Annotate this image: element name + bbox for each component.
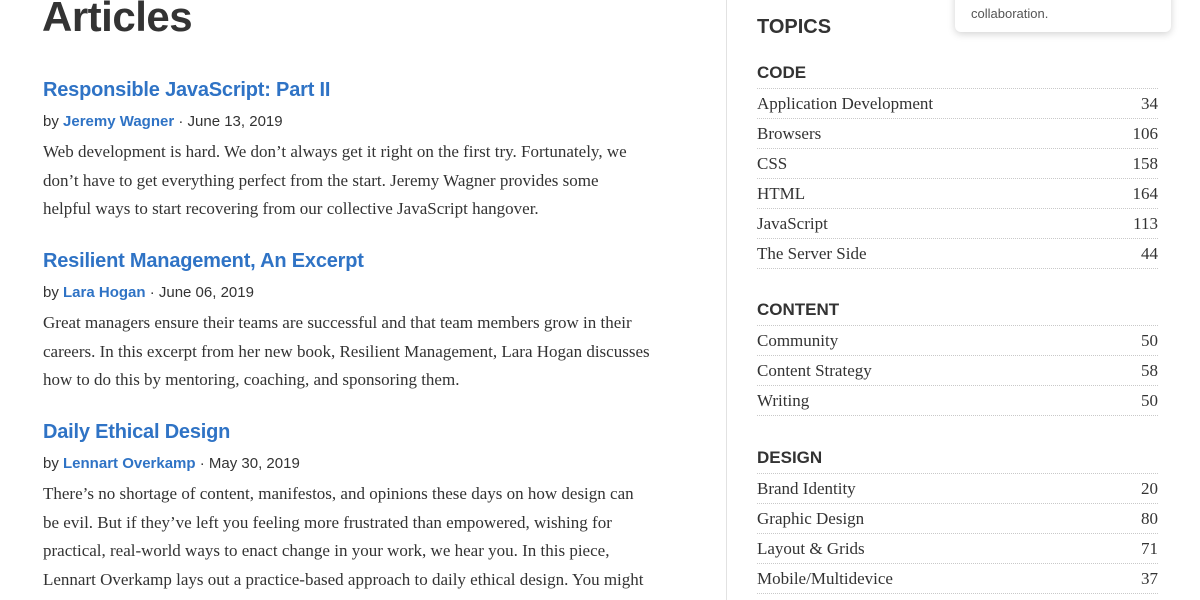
topic-count: 50	[1141, 390, 1158, 410]
topic-group-heading: DESIGN	[757, 447, 1158, 474]
topic-label: Writing	[757, 390, 810, 410]
topic-group-content	[757, 299, 1158, 416]
excerpt-line: practical, real-world ways to enact change in your work, we hear you. In this piece,	[43, 541, 610, 560]
topic-label: HTML	[757, 183, 806, 203]
excerpt-line: Great managers ensure their teams are successful and that team members grow in their	[43, 313, 632, 332]
topic-item[interactable]	[757, 564, 1158, 594]
topic-label: Graphic Design	[757, 508, 865, 528]
article-date: · June 06, 2019	[149, 284, 254, 301]
topic-label: JavaScript	[757, 213, 828, 233]
topic-label: Brand Identity	[757, 478, 856, 498]
topic-count: 164	[1132, 183, 1158, 203]
excerpt-line: Web development is hard. We don’t always get it right on the first try. Fortunately, we	[43, 142, 627, 161]
topic-group-code	[757, 62, 1158, 269]
topic-item[interactable]	[757, 149, 1158, 179]
topic-group-design	[757, 447, 1158, 594]
topic-count: 34	[1141, 93, 1158, 113]
topic-count: 37	[1141, 568, 1158, 588]
topic-count: 80	[1141, 508, 1158, 528]
excerpt-line: Lennart Overkamp lays out a practice-based approach to daily ethical design. You might	[43, 569, 644, 589]
excerpt-line: helpful ways to start recovering from our collective JavaScript hangover.	[43, 199, 539, 218]
topic-label: The Server Side	[757, 243, 867, 263]
topics-heading: TOPICS	[757, 16, 832, 38]
topic-count: 20	[1141, 478, 1158, 498]
author-link[interactable]: Lennart Overkamp	[63, 455, 196, 472]
byline-prefix: by	[43, 455, 59, 472]
topic-label: CSS	[757, 153, 788, 173]
article-byline	[43, 112, 708, 132]
article-card	[43, 419, 708, 594]
topic-item[interactable]	[757, 179, 1158, 209]
excerpt-line: careers. In this excerpt from her new book, Resilient Management, Lara Hogan discusses	[43, 341, 650, 361]
topic-count: 158	[1132, 153, 1158, 173]
topic-label: Application Development	[757, 93, 934, 113]
excerpt-line: be evil. But if they’ve left you feeling more frustrated than empowered, wishing for	[43, 512, 612, 532]
author-link[interactable]: Lara Hogan	[63, 284, 146, 301]
topic-label: Mobile/Multidevice	[757, 568, 893, 588]
topic-label: Layout & Grids	[757, 538, 865, 558]
article-title-link[interactable]: Daily Ethical Design	[43, 421, 231, 443]
topic-count: 50	[1141, 330, 1158, 350]
article-byline	[43, 454, 708, 474]
byline-prefix: by	[43, 284, 59, 301]
topic-item[interactable]	[757, 89, 1158, 119]
topic-group-heading: CONTENT	[757, 299, 1158, 326]
article-byline	[43, 283, 708, 303]
article-date: · May 30, 2019	[199, 455, 300, 472]
topic-label: Content Strategy	[757, 360, 872, 380]
topic-item[interactable]	[757, 239, 1158, 269]
topic-count: 58	[1141, 360, 1158, 380]
topic-item[interactable]	[757, 386, 1158, 416]
topic-count: 44	[1141, 243, 1158, 263]
tooltip-text: collaboration.	[971, 6, 1049, 21]
topic-count: 106	[1132, 123, 1158, 143]
article-date: · June 13, 2019	[178, 113, 283, 130]
article-excerpt	[43, 480, 708, 594]
excerpt-line: how to do this by mentoring, coaching, and sponsoring them.	[43, 370, 460, 389]
author-link[interactable]: Jeremy Wagner	[63, 113, 175, 130]
excerpt-line: don’t have to get everything perfect from the start. Jeremy Wagner provides some	[43, 170, 599, 190]
article-excerpt	[43, 309, 708, 395]
article-title-link[interactable]: Responsible JavaScript: Part II	[43, 79, 331, 101]
topics-sidebar	[757, 0, 1158, 600]
article-card	[43, 248, 708, 395]
article-excerpt	[43, 138, 708, 224]
topic-item[interactable]	[757, 119, 1158, 149]
tooltip-popover	[955, 0, 1171, 32]
topic-count: 71	[1141, 538, 1158, 558]
topic-item[interactable]	[757, 534, 1158, 564]
topic-item[interactable]	[757, 356, 1158, 386]
topic-item[interactable]	[757, 326, 1158, 356]
excerpt-line: There’s no shortage of content, manifestos, and opinions these days on how design can	[43, 484, 634, 503]
topic-item[interactable]	[757, 474, 1158, 504]
page-title: Articles	[42, 0, 193, 40]
article-title-link[interactable]: Resilient Management, An Excerpt	[43, 250, 364, 272]
article-card	[43, 77, 708, 224]
topic-item[interactable]	[757, 504, 1158, 534]
topic-label: Community	[757, 330, 839, 350]
topic-item[interactable]	[757, 209, 1158, 239]
byline-prefix: by	[43, 113, 59, 130]
topic-group-heading: CODE	[757, 62, 1158, 89]
topic-count: 113	[1133, 213, 1158, 233]
topic-label: Browsers	[757, 123, 822, 143]
